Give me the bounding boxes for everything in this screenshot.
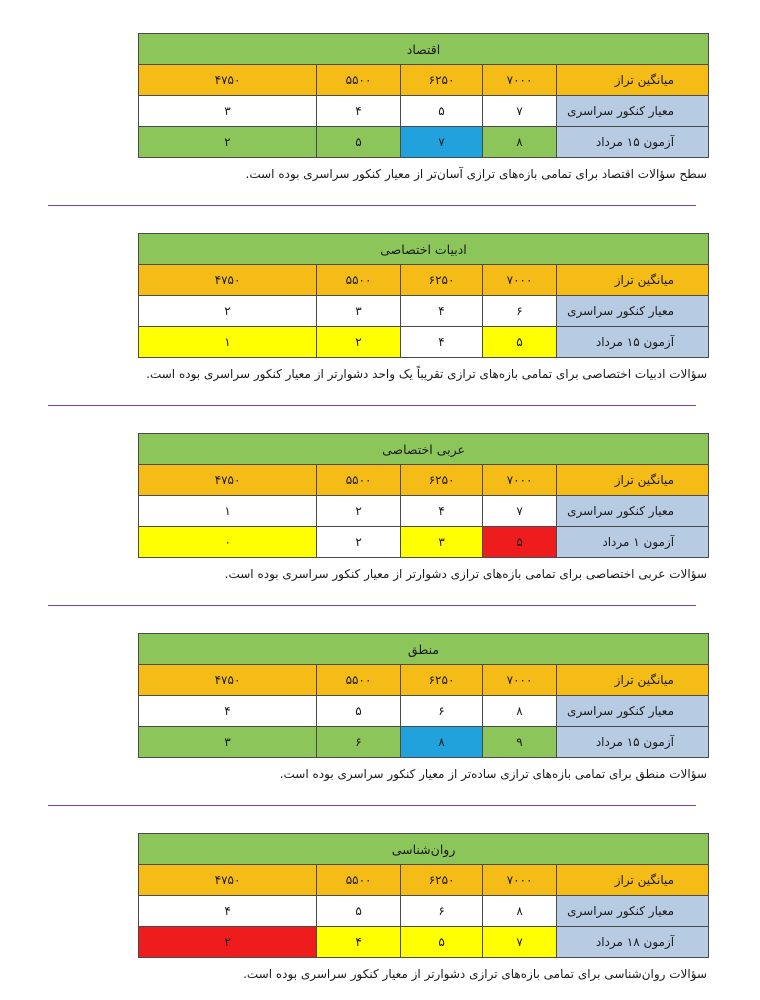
table-cell: ۶ [317,727,401,758]
section-divider [48,405,696,406]
header-cell: ۵۵۰۰ [317,665,401,696]
header-cell: ۷۰۰۰ [483,665,557,696]
table-cell: ۵ [483,327,557,358]
table-cell: ۵ [317,696,401,727]
section-divider [48,205,696,206]
table-cell: ۵ [401,96,483,127]
table-cell: ۲ [317,496,401,527]
table-cell: ۷ [483,96,557,127]
header-cell: ۶۲۵۰ [401,665,483,696]
header-cell: ۴۷۵۰ [139,865,317,896]
table-title: اقتصاد [139,34,709,65]
header-cell: ۴۷۵۰ [139,465,317,496]
table-cell: ۸ [483,896,557,927]
header-cell: ۴۷۵۰ [139,65,317,96]
table-cell: ۴ [401,296,483,327]
header-cell: ۵۵۰۰ [317,65,401,96]
table-title: عربی اختصاصی [139,434,709,465]
header-cell: ۵۵۰۰ [317,465,401,496]
header-cell: ۶۲۵۰ [401,265,483,296]
table-cell: ۶ [401,896,483,927]
section-divider [48,605,696,606]
header-cell: ۷۰۰۰ [483,65,557,96]
table-row [139,496,709,527]
section-divider [48,805,696,806]
row-label: معیار کنکور سراسری [557,96,709,127]
score-table [138,233,709,358]
table-cell: ۵ [317,896,401,927]
section-caption: سؤالات روان‌شناسی برای تمامی بازه‌های ترازی دشوارتر از معیار کنکور سراسری بوده است. [243,967,707,981]
row-label: میانگین تراز [557,665,709,696]
row-label: آزمون ۱۵ مرداد [557,727,709,758]
table-cell: ۸ [483,127,557,158]
table-row [139,65,709,96]
table-cell: ۸ [401,727,483,758]
table-row [139,927,709,958]
row-label: معیار کنکور سراسری [557,896,709,927]
row-label: معیار کنکور سراسری [557,496,709,527]
table-title: ادبیات اختصاصی [139,234,709,265]
table-row [139,665,709,696]
row-label: آزمون ۱ مرداد [557,527,709,558]
table-row [139,696,709,727]
table-cell: ۲ [317,527,401,558]
header-cell: ۵۵۰۰ [317,265,401,296]
table-row [139,265,709,296]
table-row [139,96,709,127]
table-cell: ۱ [139,496,317,527]
table-title: منطق [139,634,709,665]
table-cell: ۴ [139,696,317,727]
header-cell: ۴۷۵۰ [139,665,317,696]
table-title: روان‌شناسی [139,834,709,865]
section-caption: سطح سؤالات اقتصاد برای تمامی بازه‌های ترازی آسان‌تر از معیار کنکور سراسری بوده است. [245,167,707,181]
row-label: میانگین تراز [557,465,709,496]
section-caption: سؤالات منطق برای تمامی بازه‌های ترازی ساده‌تر از معیار کنکور سراسری بوده است. [279,767,707,781]
header-cell: ۵۵۰۰ [317,865,401,896]
header-cell: ۴۷۵۰ [139,265,317,296]
table-cell: ۸ [483,696,557,727]
header-cell: ۶۲۵۰ [401,865,483,896]
table-row [139,296,709,327]
table-cell: ۳ [317,296,401,327]
table-cell: ۴ [317,96,401,127]
row-label: آزمون ۱۵ مرداد [557,327,709,358]
header-cell: ۷۰۰۰ [483,265,557,296]
table-row [139,896,709,927]
table-cell: ۵ [483,527,557,558]
table-cell: ۳ [139,96,317,127]
section-caption: سؤالات عربی اختصاصی برای تمامی بازه‌های ترازی دشوارتر از معیار کنکور سراسری بوده است. [224,567,707,581]
table-row [139,865,709,896]
table-cell: ۹ [483,727,557,758]
table-cell: ۴ [139,896,317,927]
row-label: معیار کنکور سراسری [557,696,709,727]
score-table [138,833,709,958]
header-cell: ۷۰۰۰ [483,465,557,496]
table-row [139,727,709,758]
table-cell: ۴ [401,327,483,358]
table-cell: ۴ [401,496,483,527]
header-cell: ۶۲۵۰ [401,465,483,496]
row-label: میانگین تراز [557,265,709,296]
row-label: آزمون ۱۵ مرداد [557,127,709,158]
table-cell: ۳ [139,727,317,758]
row-label: میانگین تراز [557,65,709,96]
table-row [139,527,709,558]
table-cell: ۷ [483,496,557,527]
table-cell: ۳ [401,527,483,558]
section-caption: سؤالات ادبیات اختصاصی برای تمامی بازه‌های ترازی تقریباً یک واحد دشوارتر از معیار کنکور سراسری بوده است. [146,367,707,381]
table-cell: ۴ [317,927,401,958]
score-table [138,33,709,158]
row-label: آزمون ۱۸ مرداد [557,927,709,958]
table-cell: ۱ [139,327,317,358]
row-label: معیار کنکور سراسری [557,296,709,327]
table-cell: ۲ [139,296,317,327]
table-cell: ۵ [317,127,401,158]
score-table [138,633,709,758]
table-cell: ۶ [483,296,557,327]
table-cell: ۶ [401,696,483,727]
table-cell: ۲ [317,327,401,358]
table-row [139,327,709,358]
table-row [139,465,709,496]
table-cell: ۲ [139,127,317,158]
header-cell: ۶۲۵۰ [401,65,483,96]
table-cell: ۷ [401,127,483,158]
table-cell: ۷ [483,927,557,958]
table-cell: ۰ [139,527,317,558]
row-label: میانگین تراز [557,865,709,896]
score-table [138,433,709,558]
table-cell: ۲ [139,927,317,958]
table-cell: ۵ [401,927,483,958]
table-row [139,127,709,158]
header-cell: ۷۰۰۰ [483,865,557,896]
